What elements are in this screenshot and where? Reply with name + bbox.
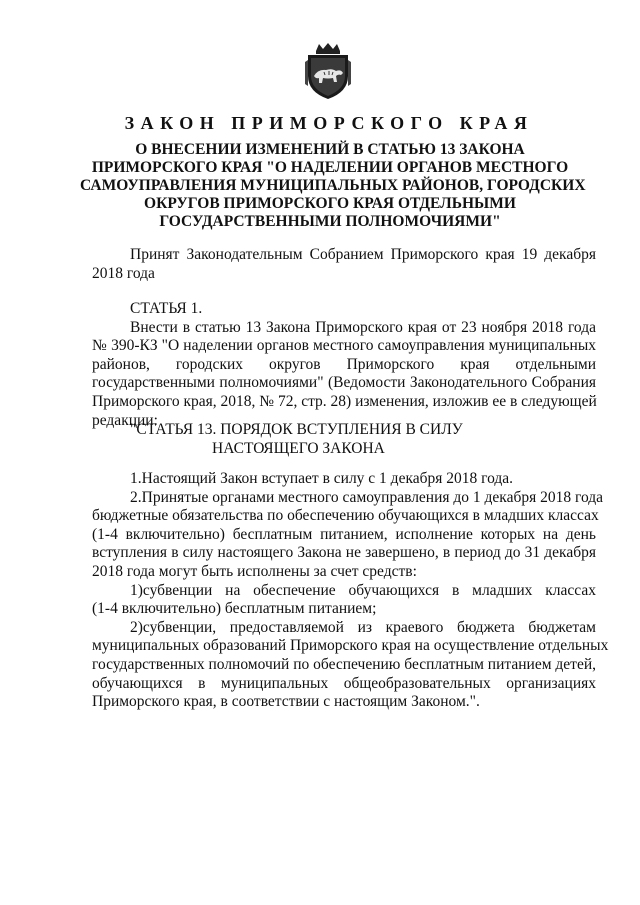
- article-1: [92, 300, 596, 430]
- quoted-heading-line: НАСТОЯЩЕГО ЗАКОНА: [212, 439, 385, 457]
- article-items: [92, 470, 609, 712]
- article-heading: СТАТЬЯ 1.: [130, 300, 203, 317]
- subtitle-line: О ВНЕСЕНИИ ИЗМЕНЕНИЙ В СТАТЬЮ 13 ЗАКОНА: [135, 141, 525, 158]
- subitem-2-line: Приморского края, в соответствии с настоящим Законом.".: [92, 693, 480, 711]
- subitem-2-line: государственных полномочий по обеспечению бесплатным питанием детей,: [92, 655, 596, 673]
- subitem-2-line: обучающихся в муниципальных общеобразовательных организациях: [92, 674, 596, 692]
- subtitle-line: ПРИМОРСКОГО КРАЯ "О НАДЕЛЕНИИ ОРГАНОВ МЕСТНОГО: [91, 159, 569, 176]
- article-line: редакции:: [92, 411, 158, 429]
- item-2-line: бюджетные обязательства по обеспечению обучающихся в младших классах: [92, 507, 599, 525]
- law-subtitle: [80, 141, 586, 231]
- subitem-2-line: 2)субвенции, предоставляемой из краевого бюджета бюджетам: [130, 618, 596, 636]
- adoption-line: Принят Законодательным Собранием Приморского края 19 декабря: [130, 246, 596, 263]
- adoption-line: 2018 года: [92, 264, 155, 282]
- adoption-note: [92, 246, 596, 283]
- subitem-1-line: (1-4 включительно) бесплатным питанием;: [92, 600, 377, 618]
- quoted-heading-line: "СТАТЬЯ 13. ПОРЯДОК ВСТУПЛЕНИЯ В СИЛУ: [130, 421, 463, 438]
- article-line: Внести в статью 13 Закона Приморского края от 23 ноября 2018 года: [130, 318, 596, 336]
- item-2-line: 2.Принятые органами местного самоуправления до 1 декабря 2018 года: [130, 488, 604, 506]
- subtitle-line: ГОСУДАРСТВЕННЫМИ ПОЛНОМОЧИЯМИ": [159, 213, 501, 230]
- article-line: государственными полномочиями" (Ведомости Законодательного Собрания: [92, 374, 596, 392]
- item-2-line: вступления в силу настоящего Закона не завершено, в период до 31 декабря: [92, 544, 596, 562]
- subitem-2-line: муниципальных образований Приморского края на осуществление отдельных: [92, 637, 609, 655]
- law-title: ЗАКОН ПРИМОРСКОГО КРАЯ: [124, 113, 534, 133]
- quoted-article-heading: [92, 421, 596, 458]
- article-line: Приморского края, 2018, № 72, стр. 28) изменения, изложив ее в следующей: [92, 392, 597, 410]
- article-line: районов, городских округов Приморского края отдельными: [92, 355, 596, 373]
- coat-of-arms-icon: [302, 42, 354, 100]
- item-2-line: 2018 года могут быть исполнены за счет средств:: [92, 562, 417, 580]
- subtitle-line: САМОУПРАВЛЕНИЯ МУНИЦИПАЛЬНЫХ РАЙОНОВ, ГОРОДСКИХ: [80, 177, 586, 194]
- item-1: 1.Настоящий Закон вступает в силу с 1 декабря 2018 года.: [130, 470, 514, 487]
- subtitle-line: ОКРУГОВ ПРИМОРСКОГО КРАЯ ОТДЕЛЬНЫМИ: [144, 195, 516, 212]
- item-2-line: (1-4 включительно) бесплатным питанием, исполнение которых на день: [92, 525, 596, 543]
- subitem-1-line: 1)субвенции на обеспечение обучающихся в младших классах: [130, 581, 596, 599]
- article-line: № 390-КЗ "О наделении органов местного самоуправления муниципальных: [92, 337, 596, 355]
